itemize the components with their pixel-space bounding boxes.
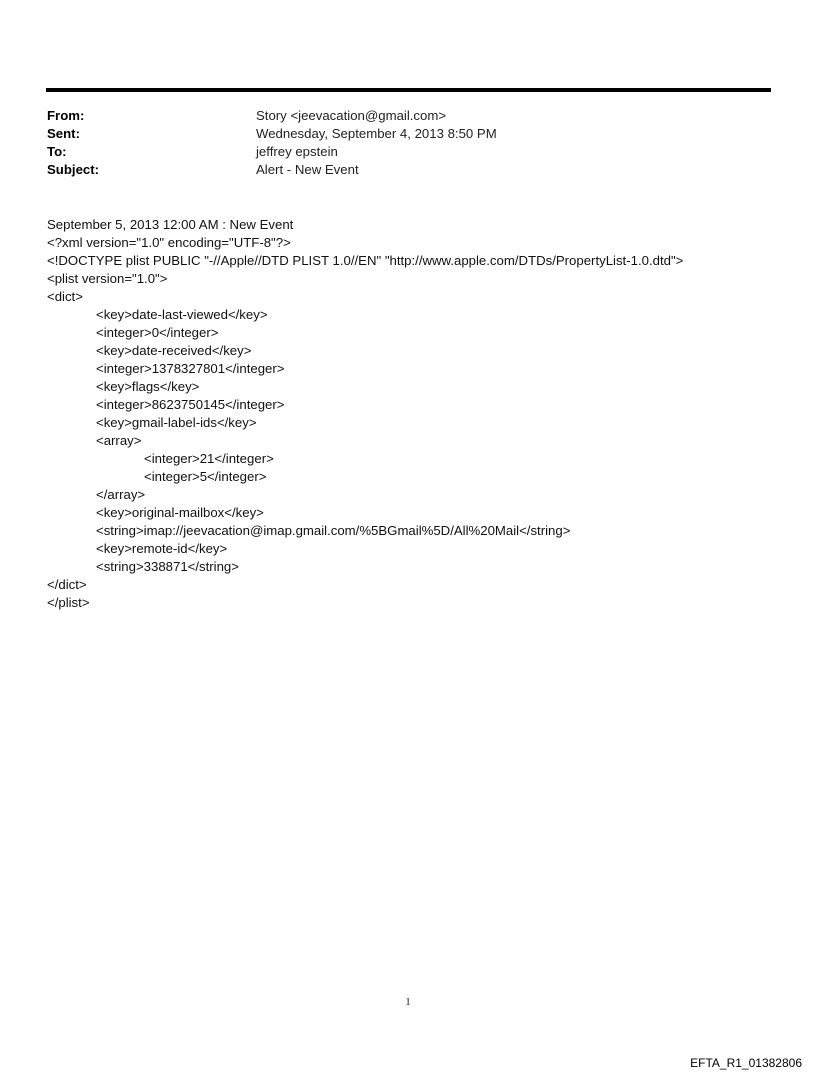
body-line-key: <key>flags</key> (96, 379, 200, 394)
body-line-string: <string>338871</string> (96, 559, 239, 574)
sent-value: Wednesday, September 4, 2013 8:50 PM (256, 126, 497, 141)
body-line-xml-declaration: <?xml version="1.0" encoding="UTF-8"?> (47, 235, 291, 250)
body-line-key: <key>original-mailbox</key> (96, 505, 264, 520)
from-row (47, 107, 747, 125)
body-line-doctype: <!DOCTYPE plist PUBLIC "-//Apple//DTD PLIST 1.0//EN" "http://www.apple.com/DTDs/PropertyList-1.0.dtd"> (47, 253, 684, 268)
body-line-event-heading: September 5, 2013 12:00 AM : New Event (47, 217, 294, 232)
body-line-dict-open: <dict> (47, 289, 83, 304)
body-line-integer: <integer>5</integer> (144, 469, 267, 484)
body-line-plist-close: </plist> (47, 595, 90, 610)
email-header (47, 107, 747, 179)
body-line-dict-close: </dict> (47, 577, 87, 592)
email-body (47, 216, 787, 612)
bates-number: EFTA_R1_01382806 (690, 1056, 802, 1070)
from-label: From: (47, 108, 85, 123)
subject-row (47, 161, 747, 179)
body-line-key: <key>remote-id</key> (96, 541, 228, 556)
from-value: Story <jeevacation@gmail.com> (256, 108, 447, 123)
body-line-array-close: </array> (96, 487, 146, 502)
body-line-integer: <integer>8623750145</integer> (96, 397, 285, 412)
sent-label: Sent: (47, 126, 80, 141)
subject-value: Alert - New Event (256, 162, 359, 177)
header-divider-rule (46, 88, 771, 92)
body-line-key: <key>date-last-viewed</key> (96, 307, 268, 322)
to-value: jeffrey epstein (256, 144, 338, 159)
body-line-string: <string>imap://jeevacation@imap.gmail.com/%5BGmail%5D/All%20Mail</string> (96, 523, 571, 538)
body-line-key: <key>date-received</key> (96, 343, 252, 358)
body-line-plist-open: <plist version="1.0"> (47, 271, 168, 286)
subject-label: Subject: (47, 162, 100, 177)
body-line-integer: <integer>21</integer> (144, 451, 274, 466)
body-line-integer: <integer>1378327801</integer> (96, 361, 285, 376)
sent-row (47, 125, 747, 143)
body-line-integer: <integer>0</integer> (96, 325, 219, 340)
page-number: 1 (405, 996, 411, 1008)
to-label: To: (47, 144, 67, 159)
to-row (47, 143, 747, 161)
body-line-key: <key>gmail-label-ids</key> (96, 415, 257, 430)
body-line-array-open: <array> (96, 433, 142, 448)
